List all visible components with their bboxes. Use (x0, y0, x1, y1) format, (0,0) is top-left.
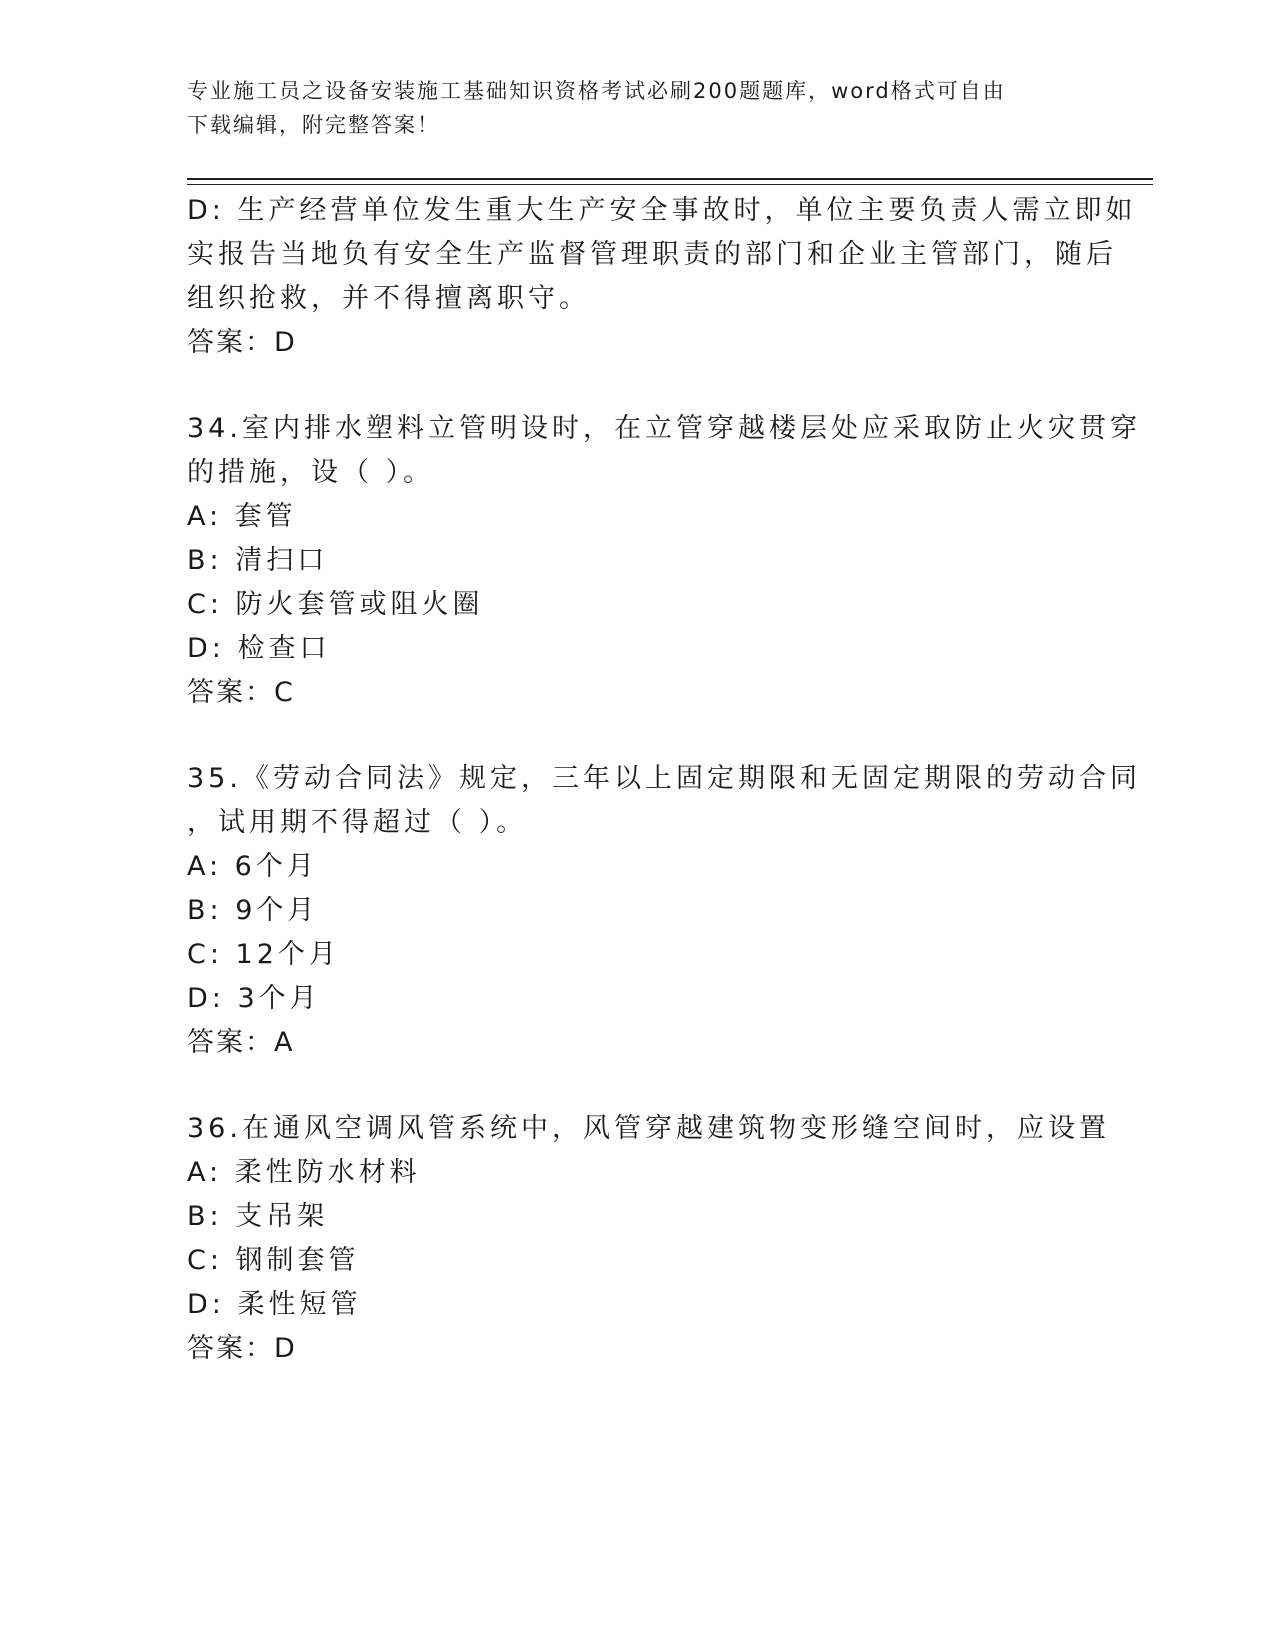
q35-option-d: D: 3个月 (187, 983, 321, 1014)
q33-option-d-line-2: 实报告当地负有安全生产监督管理职责的部门和企业主管部门，随后 (187, 239, 1117, 270)
q35-option-c: C: 12个月 (187, 939, 340, 970)
header-divider (187, 178, 1153, 180)
q36-stem-line-1: 36.在通风空调风管系统中，风管穿越建筑物变形缝空间时，应设置 (187, 1113, 1110, 1144)
header-divider-thin (187, 184, 1153, 185)
q33-answer: 答案：D (187, 327, 297, 358)
q35-stem-line-2: ，试用期不得超过（ ）。 (187, 807, 528, 838)
q34-stem-line-2: 的措施，设（ ）。 (187, 457, 435, 488)
q34-option-d: D: 检查口 (187, 633, 331, 664)
q33-option-d-line-1: D: 生产经营单位发生重大生产安全事故时，单位主要负责人需立即如 (187, 195, 1137, 226)
q34-stem-line-1: 34.室内排水塑料立管明设时，在立管穿越楼层处应采取防止火灾贯穿 (187, 413, 1141, 444)
q33-option-d-line-3: 组织抢救，并不得擅离职守。 (187, 283, 590, 314)
q36-option-b: B: 支吊架 (187, 1201, 329, 1232)
q35-answer: 答案：A (187, 1027, 295, 1058)
q36-answer: 答案：D (187, 1333, 297, 1364)
q34-option-b: B: 清扫口 (187, 545, 329, 576)
q34-answer: 答案：C (187, 677, 295, 708)
header-line-1: 专业施工员之设备安装施工基础知识资格考试必刷200题题库，word格式可自由 (187, 79, 1006, 103)
q34-option-a: A: 套管 (187, 501, 297, 532)
q36-option-a: A: 柔性防水材料 (187, 1157, 421, 1188)
q35-option-b: B: 9个月 (187, 895, 319, 926)
q35-stem-line-1: 35.《劳动合同法》规定，三年以上固定期限和无固定期限的劳动合同 (187, 763, 1141, 794)
header-line-2: 下载编辑，附完整答案！ (187, 113, 440, 137)
q36-option-d: D: 柔性短管 (187, 1289, 362, 1320)
q35-option-a: A: 6个月 (187, 851, 318, 882)
q36-option-c: C: 钢制套管 (187, 1245, 360, 1276)
q34-option-c: C: 防火套管或阻火圈 (187, 589, 484, 620)
document-header (187, 74, 1067, 142)
